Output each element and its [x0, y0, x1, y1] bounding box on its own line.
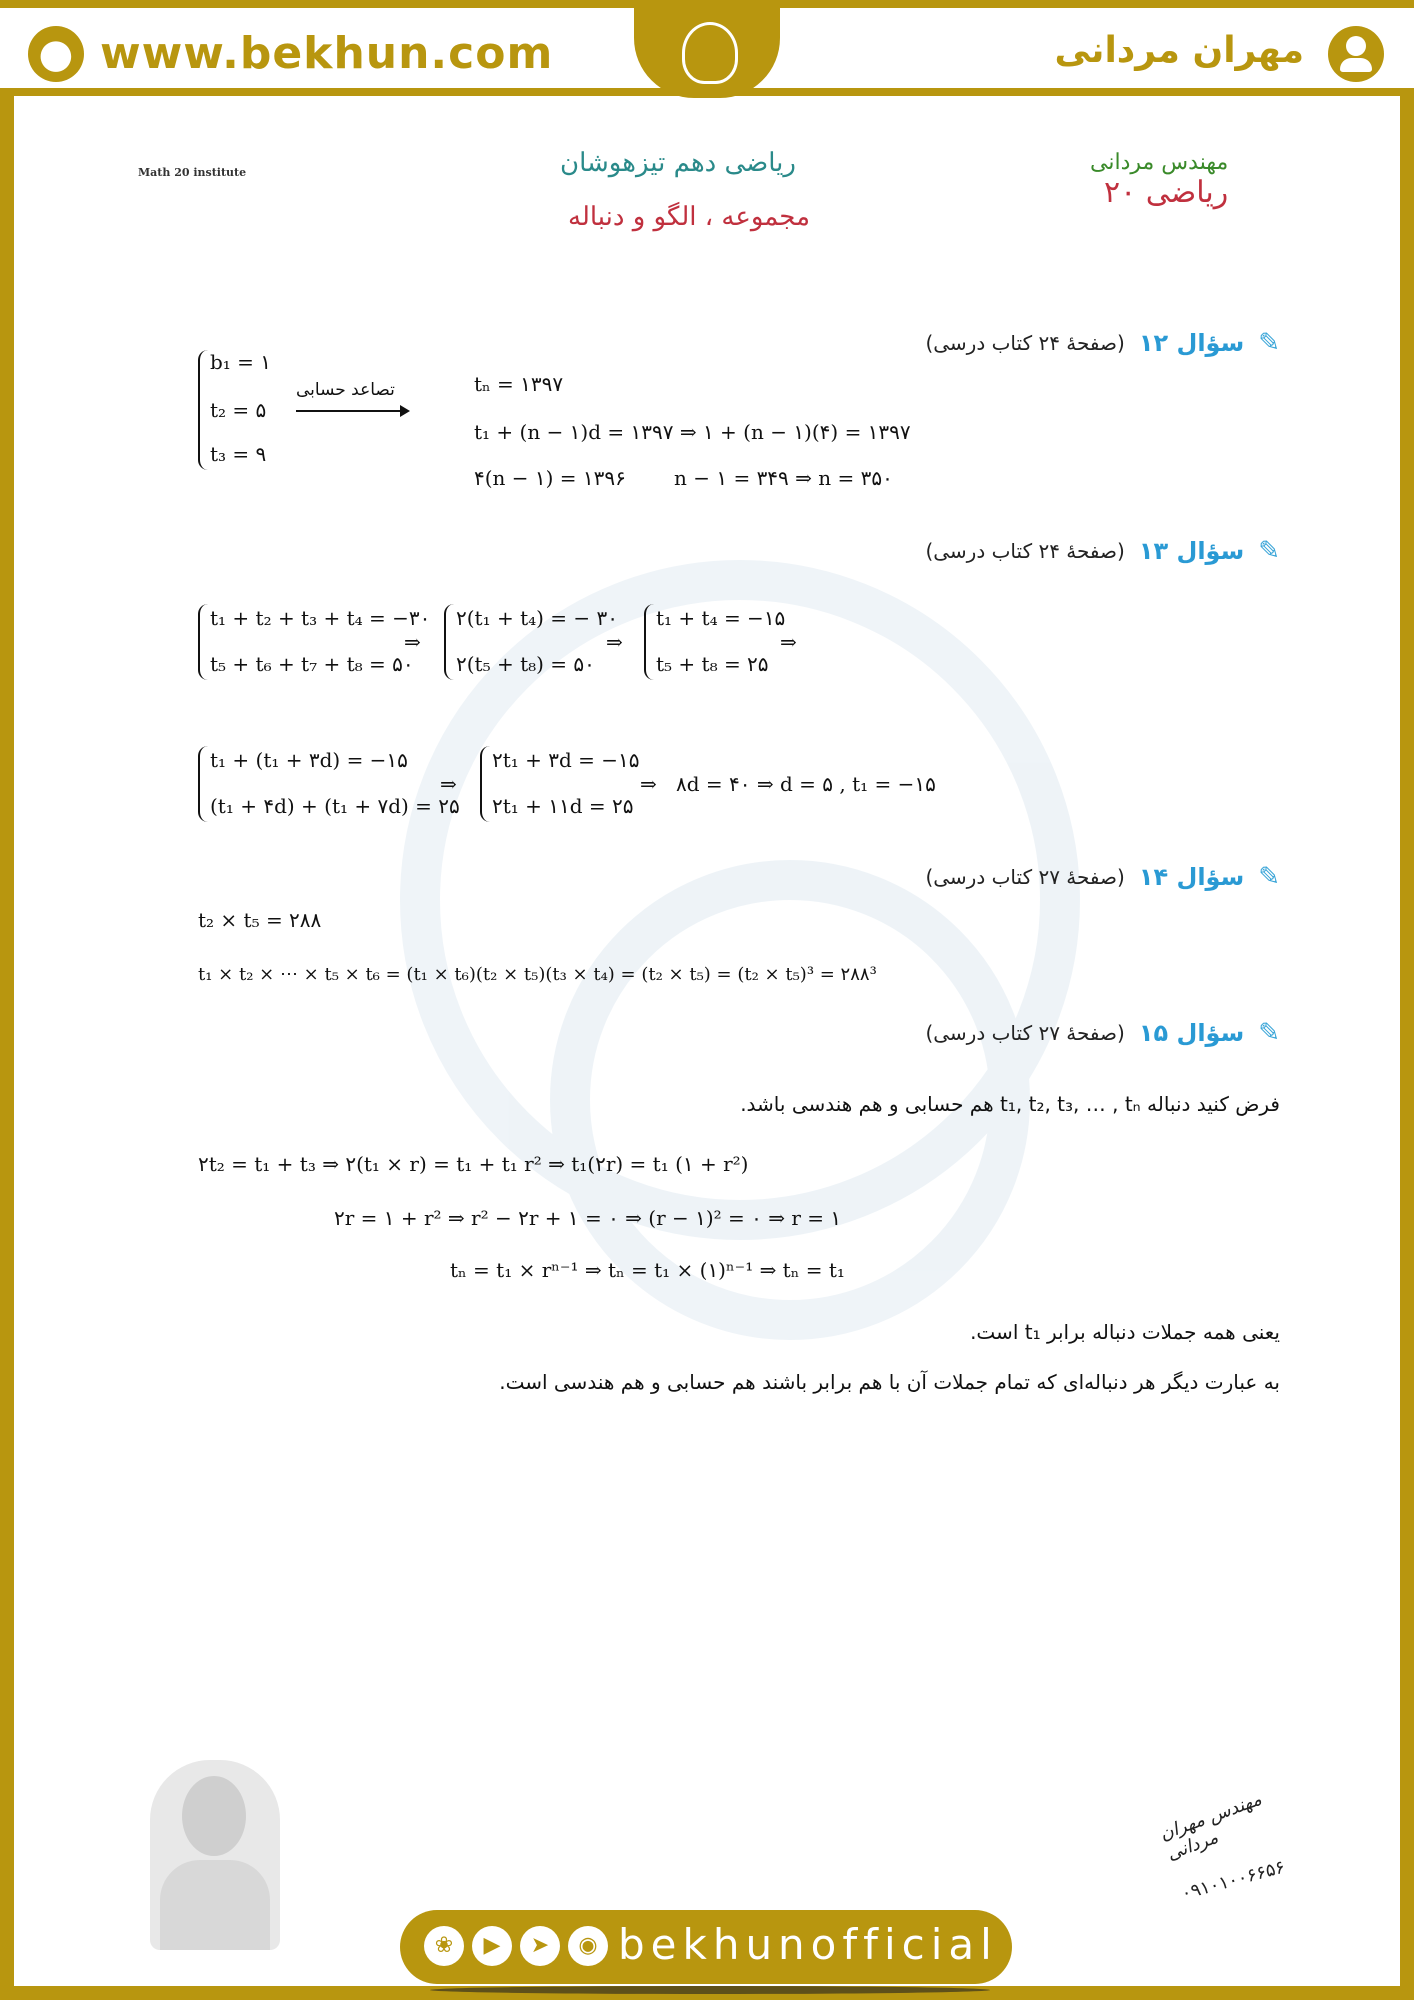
brace [644, 604, 656, 680]
q13-e1: ۲t₁ + ۳d = −۱۵ [492, 748, 640, 772]
q15-intro: فرض کنید دنباله t₁, t₂, t₃, … , tₙ هم حسابی و هم هندسی باشد. [740, 1092, 1280, 1116]
q13-d1: t₁ + (t₁ + ۳d) = −۱۵ [210, 748, 408, 772]
site-url[interactable]: www.bekhun.com [100, 28, 554, 79]
q15-conclusion-1: یعنی همه جملات دنباله برابر t₁ است. [970, 1320, 1280, 1344]
q12-sys-1: b₁ = ۱ [210, 350, 272, 374]
footer-shadow [430, 1986, 990, 1994]
arrow-right-icon [296, 410, 408, 412]
question-ref: (صفحهٔ ۲۴ کتاب درسی) [925, 539, 1125, 563]
author-photo [150, 1760, 280, 1950]
top-bar [0, 0, 1414, 96]
implies-icon: ⇒ [606, 630, 623, 654]
brace [480, 746, 492, 822]
q13-a2: t₅ + t₆ + t₇ + t₈ = ۵۰ [210, 652, 414, 676]
q12-sys-3: t₃ = ۹ [210, 442, 267, 466]
q14-line-2: t₁ × t₂ × ⋯ × t₅ × t₆ = (t₁ × t₆)(t₂ × t₅)(t₃ × t₄) = (t₂ × t₅) = (t₂ × t₅)³ = ۲۸۸³ [198, 964, 877, 985]
pencil-icon: ✎ [1258, 1018, 1280, 1048]
q12-sys-2: t₂ = ۵ [210, 398, 267, 422]
q12-line-2: t₁ + (n − ۱)d = ۱۳۹۷ ⇒ ۱ + (n − ۱)(۴) = ۱۳۹۷ [474, 420, 911, 444]
question-ref: (صفحهٔ ۲۷ کتاب درسی) [925, 865, 1125, 889]
social-handle[interactable]: bekhunofficial [618, 1920, 998, 1969]
header-subtitle: مجموعه ، الگو و دنباله [568, 202, 811, 232]
signature [1130, 1788, 1300, 1920]
q12-line-3b: n − ۱ = ۳۴۹ ⇒ n = ۳۵۰ [674, 466, 893, 490]
q13-b1: ۲(t₁ + t₄) = − ۳۰ [456, 606, 619, 630]
pencil-icon: ✎ [1258, 328, 1280, 358]
telegram-icon[interactable]: ➤ [520, 1926, 560, 1966]
header-title: ریاضی دهم تیزهوشان [560, 148, 796, 178]
phone-number: ۰۹۱۰۱۰۰۶۶۵۶ [1179, 1856, 1288, 1905]
social-footer[interactable] [400, 1910, 1012, 1984]
logo-mark-icon [682, 22, 738, 84]
question-ref: (صفحهٔ ۲۴ کتاب درسی) [925, 331, 1125, 355]
question-label: سؤال ۱۵ [1138, 1019, 1245, 1047]
q15-eq-3: tₙ = t₁ × rⁿ⁻¹ ⇒ tₙ = t₁ × (۱)ⁿ⁻¹ ⇒ tₙ = t₁ [450, 1258, 845, 1282]
q13-a1: t₁ + t₂ + t₃ + t₄ = −۳۰ [210, 606, 431, 630]
question-13-header [925, 536, 1280, 566]
brace [444, 604, 456, 680]
brace [198, 746, 210, 822]
brand-right [1090, 150, 1228, 210]
brace [198, 604, 210, 680]
q12-arrow-label: تصاعد حسابی [296, 380, 395, 400]
institute-logo [134, 140, 264, 220]
q13-c2: t₅ + t₈ = ۲۵ [656, 652, 769, 676]
brand-right-main: ریاضی ۲۰ [1104, 175, 1229, 210]
pencil-icon: ✎ [1258, 536, 1280, 566]
question-label: سؤال ۱۴ [1138, 863, 1245, 891]
q12-line-1: tₙ = ۱۳۹۷ [474, 372, 564, 396]
brand-right-sub: مهندس مردانی [1090, 150, 1229, 175]
aparat-icon[interactable]: ❀ [424, 1926, 464, 1966]
q14-line-1: t₂ × t₅ = ۲۸۸ [198, 908, 322, 932]
q13-d2: (t₁ + ۴d) + (t₁ + ۷d) = ۲۵ [210, 794, 460, 818]
q15-eq-1: ۲t₂ = t₁ + t₃ ⇒ ۲(t₁ × r) = t₁ + t₁ r² ⇒ t₁(۲r) = t₁ (۱ + r²) [198, 1152, 749, 1176]
q15-conclusion-2: به عبارت دیگر هر دنباله‌ای که تمام جملات آن با هم برابر باشند هم حسابی و هم هندسی است. [499, 1370, 1280, 1394]
pencil-icon: ✎ [1258, 862, 1280, 892]
implies-icon: ⇒ [404, 630, 421, 654]
author-name: مهران مردانی [1054, 30, 1304, 71]
question-label: سؤال ۱۲ [1138, 329, 1245, 357]
q13-c1: t₁ + t₄ = −۱۵ [656, 606, 786, 630]
q13-e2: ۲t₁ + ۱۱d = ۲۵ [492, 794, 634, 818]
implies-icon: ⇒ [640, 772, 657, 796]
implies-icon: ⇒ [440, 772, 457, 796]
watermark [300, 560, 1200, 1360]
user-icon [1328, 26, 1384, 82]
question-12-header [925, 328, 1280, 358]
question-14-header [925, 862, 1280, 892]
signature-text: مهندس مهران مردانی [1157, 1788, 1265, 1865]
brand-logo [634, 8, 780, 98]
instagram-icon[interactable]: ◉ [568, 1926, 608, 1966]
institute-logo-text: Math 20 institute [138, 166, 247, 179]
globe-icon[interactable]: ● [28, 26, 84, 82]
youtube-icon[interactable]: ▶ [472, 1926, 512, 1966]
brace [198, 350, 210, 470]
question-ref: (صفحهٔ ۲۷ کتاب درسی) [925, 1021, 1125, 1045]
q15-eq-2: ۲r = ۱ + r² ⇒ r² − ۲r + ۱ = ۰ ⇒ (r − ۱)² = ۰ ⇒ r = ۱ [334, 1206, 842, 1230]
social-icons [424, 1926, 608, 1966]
q12-line-3a: ۴(n − ۱) = ۱۳۹۶ [474, 466, 626, 490]
q13-result: ۸d = ۴۰ ⇒ d = ۵ , t₁ = −۱۵ [676, 772, 936, 796]
implies-icon: ⇒ [780, 630, 797, 654]
q13-b2: ۲(t₅ + t₈) = ۵۰ [456, 652, 595, 676]
question-label: سؤال ۱۳ [1138, 537, 1245, 565]
question-15-header [925, 1018, 1280, 1048]
